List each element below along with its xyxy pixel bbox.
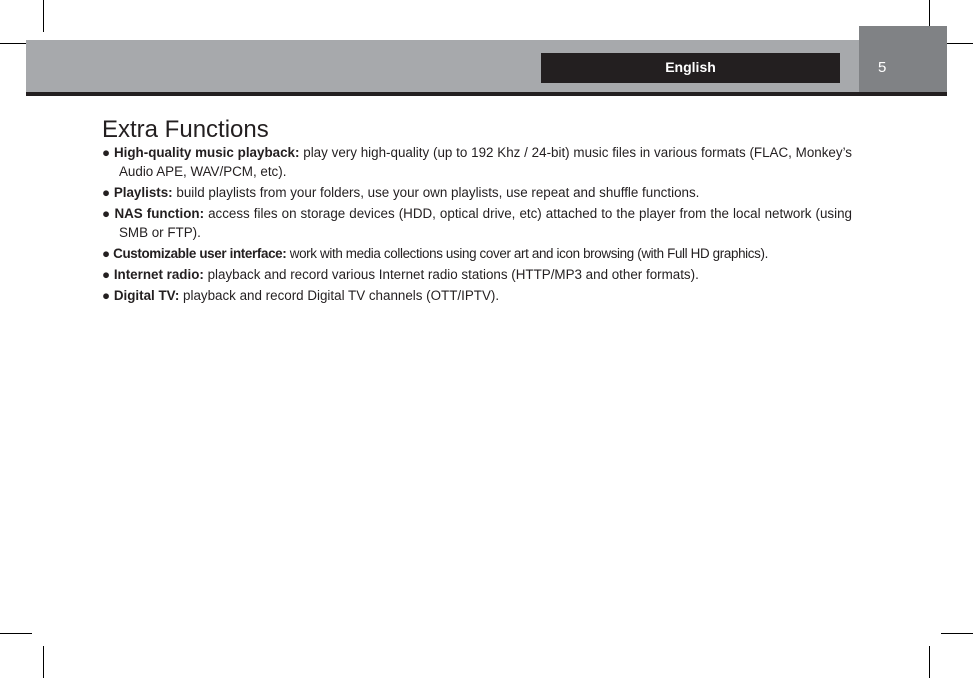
bullet: ● <box>102 206 111 221</box>
feature-label: NAS function: <box>114 206 205 221</box>
crop-mark-top-left-vertical <box>43 0 44 32</box>
feature-label: Digital TV: <box>113 288 180 303</box>
crop-mark-bottom-left-vertical <box>43 646 44 678</box>
feature-item-nas <box>102 204 852 242</box>
crop-mark-bottom-right-vertical <box>929 646 930 678</box>
feature-label: High-quality music playback: <box>113 145 300 160</box>
feature-text: build playlists from your folders, use your own playlists, use repeat and shuffle functions. <box>176 185 700 200</box>
language-label: English <box>541 53 840 83</box>
feature-item-music-playback <box>102 143 852 181</box>
bullet: ● <box>102 267 111 282</box>
feature-item-digital-tv <box>102 286 852 305</box>
bullet: ● <box>102 288 111 303</box>
feature-text: play very high-quality (up to 192 Khz / 24-bit) music files in various formats (FLAC, Monkey’s Audio APE, WAV/PCM, etc). <box>119 145 852 179</box>
feature-text: playback and record various Internet radio stations (HTTP/MP3 and other formats). <box>207 267 699 282</box>
bullet: ● <box>102 145 111 160</box>
bullet: ● <box>102 185 111 200</box>
page-number: 5 <box>878 59 887 76</box>
feature-item-playlists <box>102 183 852 202</box>
crop-mark-bottom-left-horizontal <box>0 633 32 634</box>
feature-label: Customizable user interface: <box>113 246 287 261</box>
crop-mark-bottom-right-horizontal <box>941 633 973 634</box>
feature-list <box>102 143 852 307</box>
feature-label: Internet radio: <box>113 267 204 282</box>
page-number-tab <box>859 26 947 92</box>
feature-item-internet-radio <box>102 265 852 284</box>
feature-label: Playlists: <box>113 185 173 200</box>
feature-text: access files on storage devices (HDD, optical drive, etc) attached to the player from the local network (using SMB or FTP). <box>119 206 852 240</box>
section-title: Extra Functions <box>102 116 269 143</box>
feature-item-user-interface <box>102 244 852 263</box>
header-rule <box>26 92 947 96</box>
bullet: ● <box>102 246 110 261</box>
feature-text: playback and record Digital TV channels (OTT/IPTV). <box>183 288 500 303</box>
feature-text: work with media collections using cover art and icon browsing (with Full HD graphics). <box>289 246 768 261</box>
